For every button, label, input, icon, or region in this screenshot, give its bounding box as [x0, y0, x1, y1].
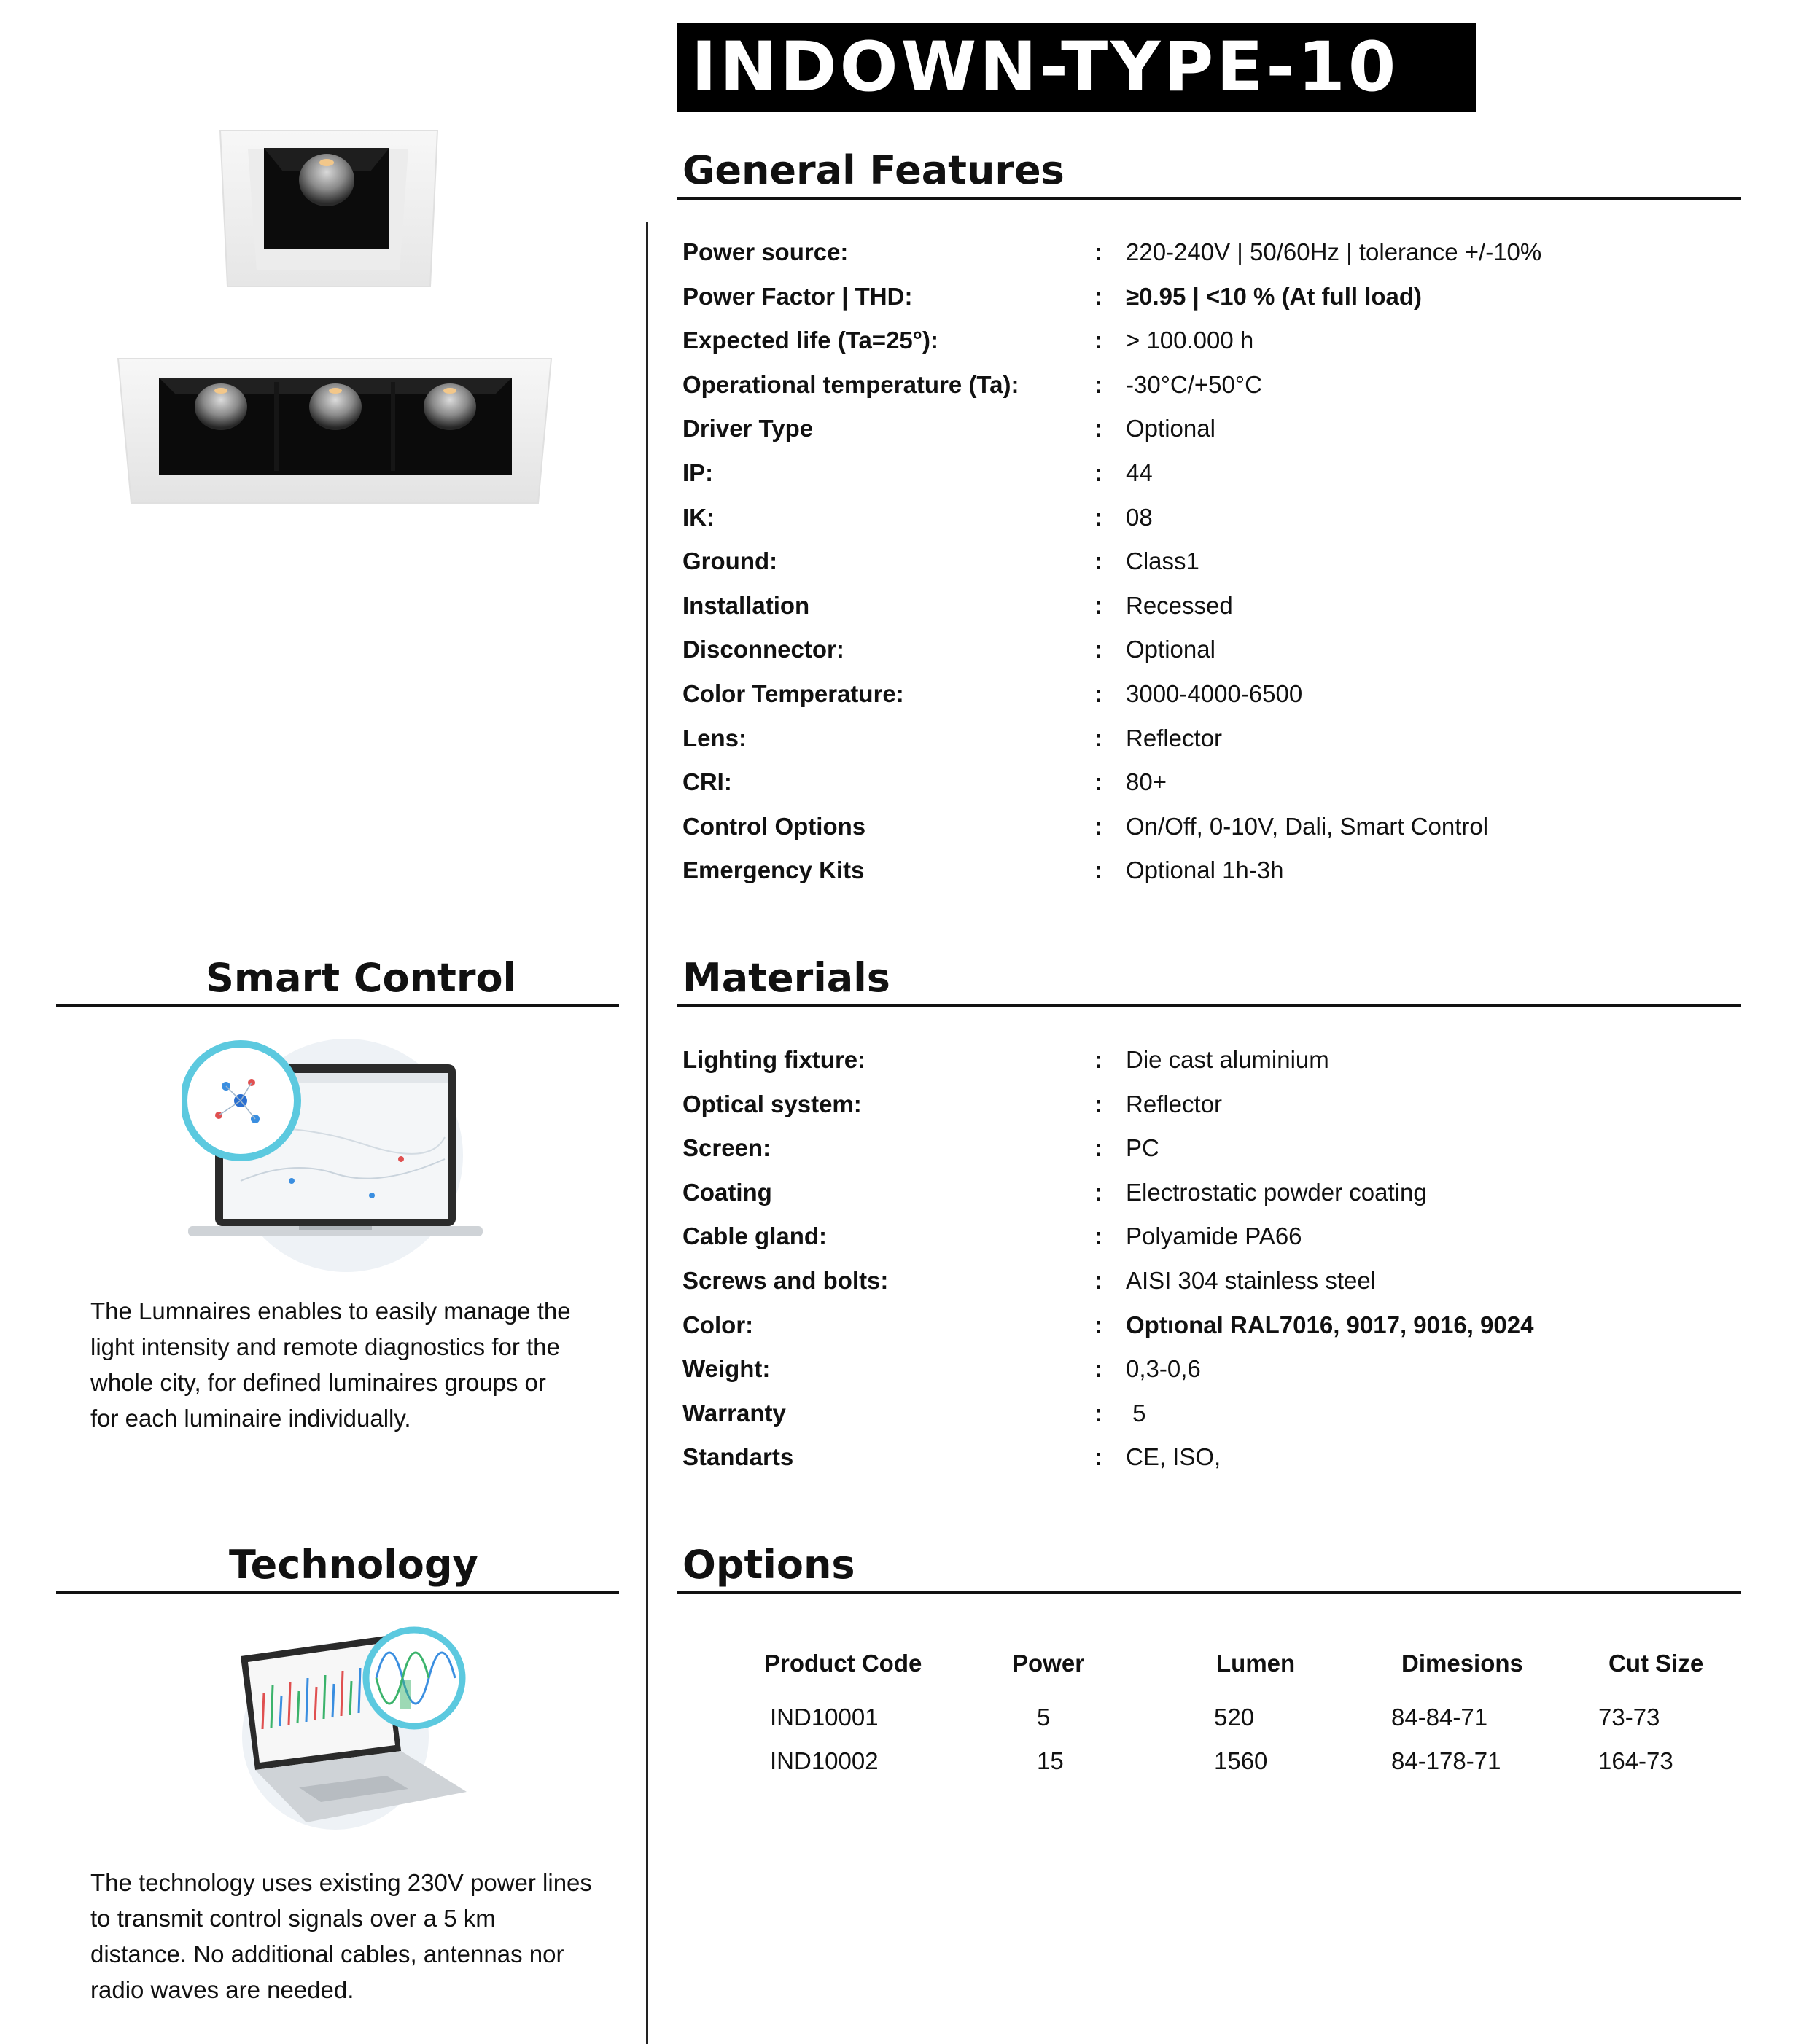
options-cell: 5 — [1037, 1704, 1051, 1731]
spec-value: Die cast aluminium — [1126, 1046, 1329, 1073]
spec-colon: : — [1094, 1443, 1102, 1471]
spec-label: Lens: — [682, 724, 747, 752]
material-row-screen — [682, 1132, 1747, 1177]
spec-label: Emergency Kits — [682, 857, 865, 884]
spec-row-ip — [682, 457, 1747, 502]
spec-row-power-source — [682, 236, 1747, 281]
spec-colon: : — [1094, 327, 1102, 354]
spec-value: Recessed — [1126, 591, 1233, 619]
spec-value: Optional — [1126, 415, 1215, 442]
spec-label: CRI: — [682, 768, 732, 796]
options-cell: 15 — [1037, 1747, 1064, 1774]
spec-value: ≥0.95 | <10 % (At full load) — [1126, 282, 1423, 310]
column-divider — [646, 222, 648, 2044]
spec-colon: : — [1094, 1266, 1102, 1294]
spec-value: On/Off, 0-10V, Dali, Smart Control — [1126, 812, 1489, 840]
options-header-power: Power — [1012, 1650, 1085, 1677]
spec-colon: : — [1094, 1134, 1102, 1162]
spec-row-driver-type — [682, 413, 1747, 457]
spec-value: 44 — [1126, 459, 1153, 486]
options-cell: 164-73 — [1598, 1747, 1673, 1774]
spec-value: Optional — [1126, 636, 1215, 663]
spec-label: Expected life (Ta=25°): — [682, 327, 938, 354]
spec-colon: : — [1094, 282, 1102, 310]
spec-label: IP: — [682, 459, 714, 486]
spec-label: Coating — [682, 1178, 772, 1206]
spec-colon: : — [1094, 724, 1102, 752]
general-features-heading: General Features — [682, 147, 1065, 193]
spec-row-operational-temperature — [682, 369, 1747, 413]
spec-value: PC — [1126, 1134, 1159, 1162]
spec-colon: : — [1094, 1311, 1102, 1338]
spec-value: 3000-4000-6500 — [1126, 679, 1303, 707]
spec-colon: : — [1094, 591, 1102, 619]
spec-label: Cable gland: — [682, 1222, 828, 1250]
material-row-cable-gland — [682, 1220, 1747, 1265]
single-downlight-image — [217, 128, 442, 289]
options-rule — [677, 1591, 1741, 1594]
spec-label: Standarts — [682, 1443, 794, 1471]
options-header-dimensions: Dimesions — [1401, 1650, 1523, 1677]
material-row-weight — [682, 1353, 1747, 1397]
options-cell: 1560 — [1214, 1747, 1268, 1774]
material-row-color — [682, 1309, 1747, 1354]
spec-colon: : — [1094, 238, 1102, 265]
spec-label: Optical system: — [682, 1090, 862, 1117]
materials-rule — [677, 1004, 1741, 1007]
product-title: INDOWN-TYPE-10 — [691, 28, 1399, 107]
material-row-warranty — [682, 1397, 1747, 1442]
options-header-cut-size: Cut Size — [1608, 1650, 1704, 1677]
options-cell: 84-178-71 — [1391, 1747, 1501, 1774]
materials-heading: Materials — [682, 955, 890, 1001]
triple-downlight-image — [117, 356, 554, 506]
spec-row-disconnector — [682, 633, 1747, 678]
spec-value: 5 — [1126, 1399, 1146, 1427]
spec-colon: : — [1094, 857, 1102, 884]
spec-row-ik — [682, 502, 1747, 546]
options-cell: IND10002 — [770, 1747, 879, 1774]
spec-value: Optıonal RAL7016, 9017, 9016, 9024 — [1126, 1311, 1534, 1338]
spec-colon: : — [1094, 415, 1102, 442]
spec-colon: : — [1094, 636, 1102, 663]
options-heading: Options — [682, 1542, 855, 1588]
spec-colon: : — [1094, 370, 1102, 398]
spec-label: Driver Type — [682, 415, 814, 442]
spec-row-expected-life — [682, 324, 1747, 369]
spec-value: 220-240V | 50/60Hz | tolerance +/-10% — [1126, 238, 1542, 265]
spec-row-power-factor — [682, 281, 1747, 325]
tech-text-line: The technology uses existing 230V power lines — [90, 1869, 592, 1896]
spec-label: Color: — [682, 1311, 754, 1338]
options-cell: 84-84-71 — [1391, 1704, 1488, 1731]
spec-colon: : — [1094, 768, 1102, 796]
spec-value: Optional 1h-3h — [1126, 857, 1284, 884]
spec-value: 80+ — [1126, 768, 1167, 796]
spec-value: Reflector — [1126, 724, 1223, 752]
spec-row-cri — [682, 766, 1747, 811]
spec-label: Weight: — [682, 1355, 771, 1383]
material-row-coating — [682, 1177, 1747, 1221]
smart-text-line: for each luminaire individually. — [90, 1405, 411, 1432]
spec-label: Warranty — [682, 1399, 786, 1427]
spec-colon: : — [1094, 812, 1102, 840]
material-row-lighting-fixture — [682, 1044, 1747, 1088]
options-cell: IND10001 — [770, 1704, 879, 1731]
spec-colon: : — [1094, 1222, 1102, 1250]
spec-value: AISI 304 stainless steel — [1126, 1266, 1377, 1294]
spec-value: 08 — [1126, 503, 1153, 531]
spec-row-ground — [682, 545, 1747, 590]
spec-row-emergency-kits — [682, 854, 1747, 899]
spec-row-installation — [682, 590, 1747, 634]
options-header-lumen: Lumen — [1216, 1650, 1296, 1677]
smart-control-description — [90, 1293, 615, 1436]
spec-value: Polyamide PA66 — [1126, 1222, 1302, 1250]
spec-label: Operational temperature (Ta): — [682, 370, 1019, 398]
spec-row-color-temperature — [682, 678, 1747, 722]
material-row-optical-system — [682, 1088, 1747, 1133]
spec-row-lens — [682, 722, 1747, 767]
material-row-screws-bolts — [682, 1265, 1747, 1309]
spec-value: > 100.000 h — [1126, 327, 1254, 354]
spec-label: Ground: — [682, 547, 778, 575]
spec-row-control-options — [682, 811, 1747, 855]
smart-control-heading: Smart Control — [206, 955, 517, 1001]
spec-value: Reflector — [1126, 1090, 1223, 1117]
spec-colon: : — [1094, 1090, 1102, 1117]
materials-table — [682, 1044, 1747, 1486]
tech-text-line: radio waves are needed. — [90, 1976, 354, 2003]
spec-value: 0,3-0,6 — [1126, 1355, 1201, 1383]
spec-value: Class1 — [1126, 547, 1199, 575]
spec-colon: : — [1094, 1355, 1102, 1383]
tech-text-line: to transmit control signals over a 5 km — [90, 1905, 496, 1932]
spec-colon: : — [1094, 503, 1102, 531]
general-features-table — [682, 236, 1747, 899]
options-cell: 73-73 — [1598, 1704, 1660, 1731]
smart-control-laptop-image — [182, 1035, 489, 1276]
product-title-bar — [677, 23, 1476, 112]
spec-value: CE, ISO, — [1126, 1443, 1221, 1471]
options-header-product-code: Product Code — [764, 1650, 922, 1677]
spec-label: Power Factor | THD: — [682, 282, 913, 310]
spec-label: Power source: — [682, 238, 849, 265]
general-features-rule — [677, 197, 1741, 200]
smart-text-line: light intensity and remote diagnostics for the — [90, 1333, 560, 1360]
material-row-standarts — [682, 1441, 1747, 1486]
spec-colon: : — [1094, 1399, 1102, 1427]
technology-description — [90, 1865, 615, 2008]
spec-label: Screen: — [682, 1134, 771, 1162]
smart-control-rule — [56, 1004, 619, 1007]
technology-laptop-image — [211, 1620, 489, 1831]
technology-rule — [56, 1591, 619, 1594]
spec-colon: : — [1094, 1046, 1102, 1073]
spec-value: Electrostatic powder coating — [1126, 1178, 1427, 1206]
spec-colon: : — [1094, 679, 1102, 707]
spec-colon: : — [1094, 1178, 1102, 1206]
tech-text-line: distance. No additional cables, antennas nor — [90, 1940, 564, 1967]
spec-colon: : — [1094, 459, 1102, 486]
spec-label: Disconnector: — [682, 636, 844, 663]
spec-value: -30°C/+50°C — [1126, 370, 1262, 398]
spec-label: Lighting fixture: — [682, 1046, 866, 1073]
smart-text-line: The Lumnaires enables to easily manage the — [90, 1298, 571, 1325]
spec-colon: : — [1094, 547, 1102, 575]
options-cell: 520 — [1214, 1704, 1255, 1731]
spec-label: Screws and bolts: — [682, 1266, 889, 1294]
spec-label: IK: — [682, 503, 715, 531]
spec-label: Control Options — [682, 812, 866, 840]
smart-text-line: whole city, for defined luminaires groups or — [90, 1369, 546, 1396]
technology-heading: Technology — [229, 1542, 478, 1588]
spec-label: Color Temperature: — [682, 679, 904, 707]
spec-label: Installation — [682, 591, 810, 619]
